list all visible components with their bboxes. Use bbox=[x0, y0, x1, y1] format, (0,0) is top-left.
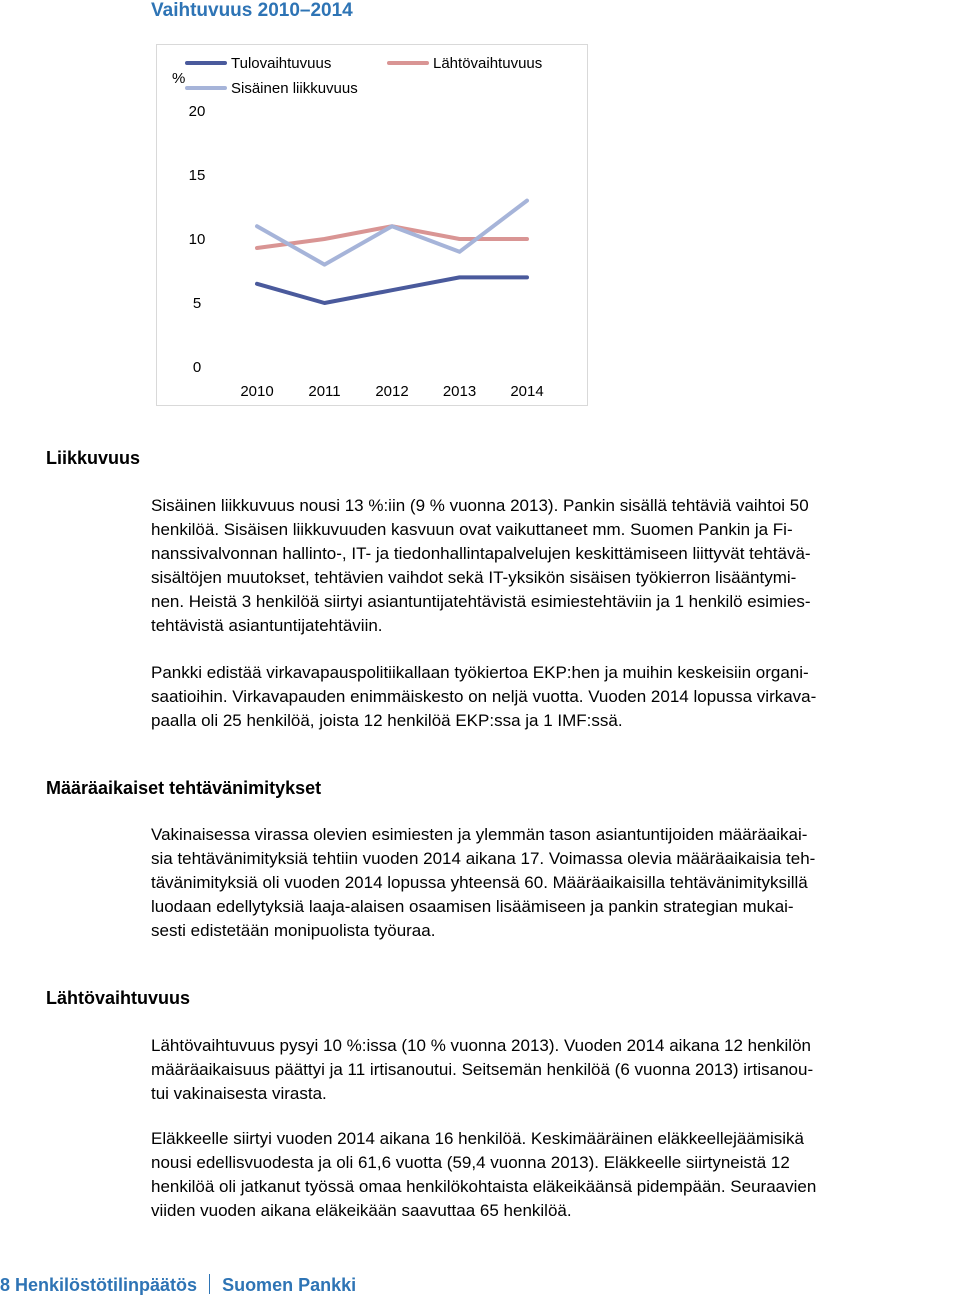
y-tick-label-20: 20 bbox=[188, 103, 206, 120]
section-heading-maaraaikaiset: Määräaikaiset tehtävänimitykset bbox=[46, 778, 322, 798]
data-point-l-ht-vaihtuvuus-2014 bbox=[525, 237, 528, 240]
data-point-sis-inen-liikkuvuus-2014 bbox=[525, 199, 528, 202]
series-line-sis-inen-liikkuvuus bbox=[257, 201, 527, 265]
line-chart bbox=[0, 0, 960, 420]
data-point-l-ht-vaihtuvuus-2011 bbox=[323, 237, 326, 240]
data-point-l-ht-vaihtuvuus-2010 bbox=[255, 246, 258, 249]
paragraph-lahtovaihtuvuus-2: Eläkkeelle siirtyi vuoden 2014 aikana 16 henkilöä. Keskimääräinen eläkkeellejäämisikä nousi edellisvuodesta ja oli 61,6 vuotta (59,4 vuonna 2013). Eläkkeelle siirtyneistä 12 henkilöä oli jatkanut työssä omaa henkilökohtaista eläkeikäänsä pidempään. Seuraavien viiden vuoden aikana eläkeikään saavuttaa 65 henkilöä. bbox=[151, 1129, 817, 1220]
footer-divider bbox=[209, 1274, 210, 1294]
legend-label-l-ht-vaihtuvuus: Lähtövaihtuvuus bbox=[433, 55, 543, 72]
y-tick-label-10: 10 bbox=[188, 231, 206, 248]
chart-title: Vaihtuvuus 2010–2014 bbox=[151, 0, 353, 21]
data-point-tulovaihtuvuus-2010 bbox=[255, 282, 258, 285]
data-point-tulovaihtuvuus-2012 bbox=[390, 289, 393, 292]
y-axis-label: % bbox=[172, 70, 186, 87]
x-tick-label-2010: 2010 bbox=[240, 383, 274, 400]
data-point-l-ht-vaihtuvuus-2013 bbox=[458, 237, 461, 240]
y-tick-label-5: 5 bbox=[192, 295, 202, 312]
organization-name: Suomen Pankki bbox=[222, 1275, 357, 1295]
x-tick-label-2013: 2013 bbox=[442, 383, 477, 400]
data-point-sis-inen-liikkuvuus-2012 bbox=[390, 225, 393, 228]
page-footer bbox=[0, 1274, 356, 1296]
paragraph-lahtovaihtuvuus-1: Lähtövaihtuvuus pysyi 10 %:issa (10 % vuonna 2013). Vuoden 2014 aikana 12 henkilön määräaikaisuus päättyi ja 11 irtisanoutui. Seitsemän henkilöä (6 vuonna 2013) irtisanou- tui vakinaisesta virasta. bbox=[151, 1036, 814, 1103]
data-point-sis-inen-liikkuvuus-2010 bbox=[255, 225, 258, 228]
data-point-sis-inen-liikkuvuus-2011 bbox=[323, 263, 326, 266]
x-tick-label-2014: 2014 bbox=[510, 383, 544, 400]
page-number: 8 bbox=[0, 1275, 11, 1295]
paragraph-maaraaikaiset: Vakinaisessa virassa olevien esimiesten ja ylemmän tason asiantuntijoiden määräaikai- sia tehtävänimityksiä tehtiin vuoden 2014 aikana 17. Voimassa olevia määräaikaisia teh- tävänimityksiä oli vuoden 2014 lopussa yhteensä 60. Määräaikaisilla tehtävänimityksillä luodaan edellytyksiä laaja-alaisen osaamisen lisäämiseen ja pankin strategian mukai- sesti edistetään monipuolista työuraa. bbox=[151, 825, 816, 940]
data-point-tulovaihtuvuus-2011 bbox=[323, 301, 326, 304]
section-heading-lahtovaihtuvuus: Lähtövaihtuvuus bbox=[46, 988, 191, 1008]
legend-label-sis-inen-liikkuvuus: Sisäinen liikkuvuus bbox=[231, 80, 358, 97]
x-tick-label-2012: 2012 bbox=[375, 383, 409, 400]
x-tick-label-2011: 2011 bbox=[308, 383, 341, 400]
report-title: Henkilöstötilinpäätös bbox=[15, 1275, 198, 1295]
paragraph-liikkuvuus-1: Sisäinen liikkuvuus nousi 13 %:iin (9 % vuonna 2013). Pankin sisällä tehtäviä vaihtoi 50 henkilöä. Sisäisen liikkuvuuden kasvuun ovat vaikuttaneet mm. Suomen Pankin ja Fi- nanssivalvonnan hallinto-, IT- ja tiedonhallintapalvelujen keskittämiseen liittyvät tehtävä- sisältöjen muutokset, tehtävien vaihdot sekä IT-yksikön sisäisen työkierron lisääntymi- nen. Heistä 3 henkilöä siirtyi asiantuntijatehtävistä esimiestehtäviin ja 1 henkilö esimies- tehtävistä asiantuntijatehtäviin. bbox=[151, 496, 811, 635]
y-tick-label-15: 15 bbox=[188, 167, 206, 184]
legend-label-tulovaihtuvuus: Tulovaihtuvuus bbox=[231, 55, 332, 72]
section-heading-liikkuvuus: Liikkuvuus bbox=[46, 448, 141, 468]
data-point-tulovaihtuvuus-2014 bbox=[525, 276, 528, 279]
y-tick-label-0: 0 bbox=[192, 359, 202, 376]
data-point-tulovaihtuvuus-2013 bbox=[458, 276, 461, 279]
data-point-sis-inen-liikkuvuus-2013 bbox=[458, 250, 461, 253]
paragraph-liikkuvuus-2: Pankki edistää virkavapauspolitiikallaan työkiertoa EKP:hen ja muihin keskeisiin organi- saatioihin. Virkavapauden enimmäiskesto on neljä vuotta. Vuoden 2014 lopussa virkava- paalla oli 25 henkilöä, joista 12 henkilöä EKP:ssa ja 1 IMF:ssä. bbox=[151, 663, 817, 730]
